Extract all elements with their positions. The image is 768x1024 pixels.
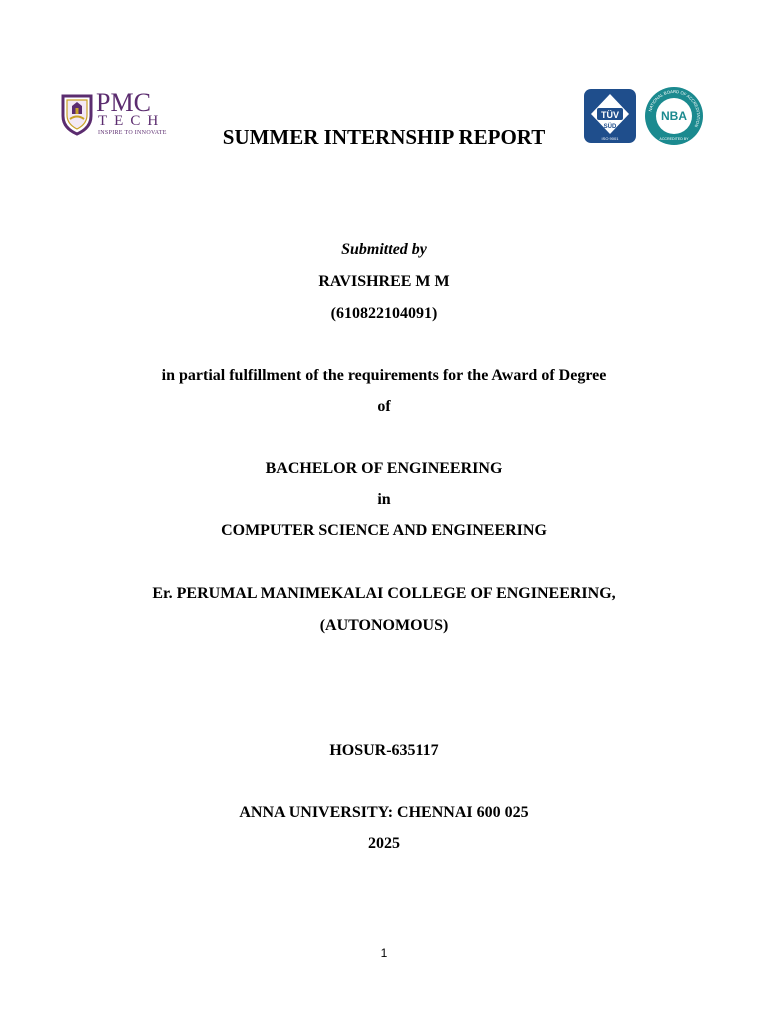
submitted-by-label: Submitted by — [341, 241, 427, 258]
logo-tech-text: TECH — [98, 113, 166, 129]
college-status: (AUTONOMOUS) — [319, 617, 449, 634]
department-name: COMPUTER SCIENCE AND ENGINEERING — [221, 522, 547, 539]
college-name: Er. PERUMAL MANIMEKALAI COLLEGE OF ENGINEERING, — [152, 585, 616, 602]
report-year: 2025 — [368, 835, 400, 852]
tuv-text: TÜV — [601, 110, 619, 120]
location: HOSUR-635117 — [329, 742, 439, 759]
logo-pmc-text: PMC — [96, 88, 151, 117]
logo-tagline: INSPIRE TO INNOVATE — [98, 130, 167, 136]
fulfillment-text: in partial fulfillment of the requirements for the Award of Degree — [161, 367, 607, 384]
tuv-sub-text: SÜD — [603, 124, 617, 130]
of-text: of — [377, 398, 391, 415]
register-number: (610822104091) — [330, 305, 438, 322]
degree-name: BACHELOR OF ENGINEERING — [265, 460, 503, 477]
tuv-iso-text: ISO 9001 — [601, 136, 619, 141]
nba-ring-text: NATIONAL BOARD OF ACCREDITATION — [647, 88, 702, 128]
page-number: 1 — [380, 946, 388, 960]
nba-ring-sub-text: ACCREDITED BY — [659, 137, 689, 141]
university-name: ANNA UNIVERSITY: CHENNAI 600 025 — [239, 804, 529, 821]
report-title: SUMMER INTERNSHIP REPORT — [222, 125, 546, 149]
in-text: in — [377, 491, 391, 508]
student-name: RAVISHREE M M — [318, 273, 450, 290]
nba-text: NBA — [661, 109, 687, 123]
